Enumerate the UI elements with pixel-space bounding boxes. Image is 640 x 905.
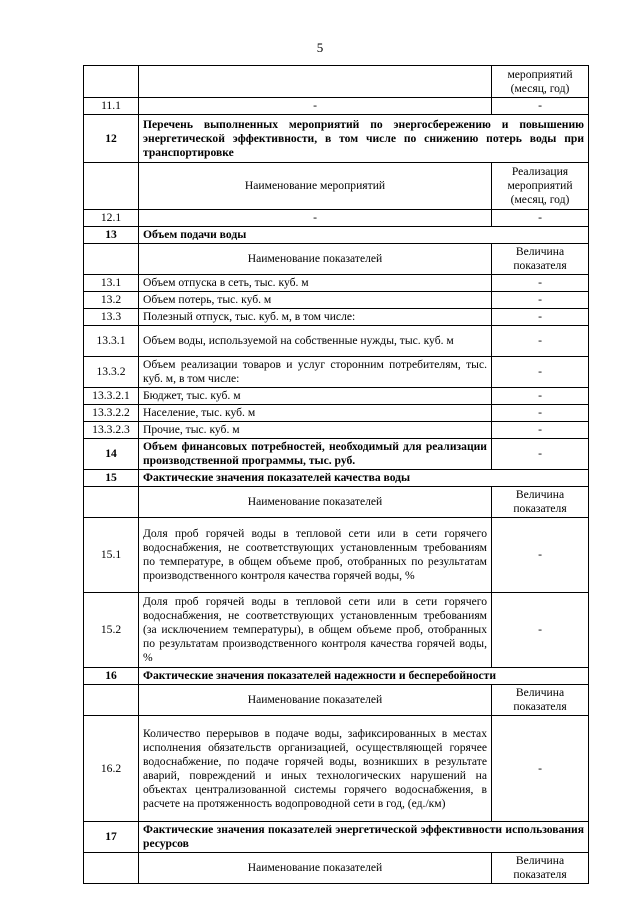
row-name-cell: Полезный отпуск, тыс. куб. м, в том числе: (139, 309, 492, 326)
section-header-row (84, 668, 589, 685)
row-value-cell: - (492, 292, 589, 309)
table-row (84, 309, 589, 326)
section-header-row (84, 470, 589, 487)
table-row (84, 292, 589, 309)
section-number-cell: 12 (84, 115, 139, 163)
table-row (84, 66, 589, 98)
row-number-cell: 13.3.2.2 (84, 405, 139, 422)
row-number-cell (84, 66, 139, 98)
column-header-value: Величина показателя (492, 685, 589, 716)
row-name-cell: - (139, 210, 492, 227)
row-number-cell: 15.1 (84, 518, 139, 593)
column-header-name: Наименование показателей (139, 487, 492, 518)
table-row (84, 593, 589, 668)
row-value-cell: - (492, 388, 589, 405)
column-header-value: Величина показателя (492, 244, 589, 275)
section-title-cell: Фактические значения показателей надежности и бесперебойности (139, 668, 589, 685)
row-value-cell: - (492, 357, 589, 388)
section-title-cell: Объем подачи воды (139, 227, 589, 244)
row-name-cell: - (139, 98, 492, 115)
row-number-cell: 16.2 (84, 716, 139, 822)
row-value-cell: - (492, 716, 589, 822)
column-header-row (84, 163, 589, 210)
section-header-row (84, 439, 589, 470)
page-number: 5 (316, 40, 324, 55)
table-row (84, 518, 589, 593)
row-value-cell: - (492, 210, 589, 227)
production-program-table (83, 65, 589, 884)
row-name-cell (139, 66, 492, 98)
row-value-cell: - (492, 326, 589, 357)
row-name-cell: Объем реализации товаров и услуг сторонним потребителям, тыс. куб. м, в том числе: (139, 357, 492, 388)
row-name-cell: Население, тыс. куб. м (139, 405, 492, 422)
row-value-cell: - (492, 593, 589, 668)
section-header-row (84, 115, 589, 163)
row-name-cell: Объем отпуска в сеть, тыс. куб. м (139, 275, 492, 292)
row-value-cell: - (492, 309, 589, 326)
table-row (84, 98, 589, 115)
column-header-value: Величина показателя (492, 487, 589, 518)
column-header-row (84, 487, 589, 518)
table-row (84, 422, 589, 439)
row-name-cell: Прочие, тыс. куб. м (139, 422, 492, 439)
row-number-cell (84, 163, 139, 210)
column-header-name: Наименование показателей (139, 685, 492, 716)
row-name-cell: Бюджет, тыс. куб. м (139, 388, 492, 405)
section-title-cell: Перечень выполненных мероприятий по энергосбережению и повышению энергетической эффективности, в том числе по снижению потерь воды при транспортировке (139, 115, 589, 163)
section-number-cell: 13 (84, 227, 139, 244)
column-header-row (84, 685, 589, 716)
row-number-cell: 13.3 (84, 309, 139, 326)
row-name-cell: Доля проб горячей воды в тепловой сети или в сети горячего водоснабжения, не соответствующих установленным требованиям (за исключением температуры), в общем объеме проб, отобранных по результатам производственного контроля качества горячей воды, % (139, 593, 492, 668)
section-title-cell: Фактические значения показателей энергетической эффективности использования ресурсов (139, 822, 589, 853)
section-number-cell: 14 (84, 439, 139, 470)
row-name-cell: Объем потерь, тыс. куб. м (139, 292, 492, 309)
row-value-cell: мероприятий (месяц, год) (492, 66, 589, 98)
section-header-row (84, 822, 589, 853)
row-number-cell: 13.1 (84, 275, 139, 292)
row-number-cell: 11.1 (84, 98, 139, 115)
section-number-cell: 15 (84, 470, 139, 487)
row-number-cell: 13.3.2.3 (84, 422, 139, 439)
row-value-cell: - (492, 518, 589, 593)
table-row (84, 326, 589, 357)
row-number-cell: 13.3.2 (84, 357, 139, 388)
row-number-cell (84, 244, 139, 275)
column-header-row (84, 853, 589, 884)
section-number-cell: 17 (84, 822, 139, 853)
section-number-cell: 16 (84, 668, 139, 685)
table-row (84, 405, 589, 422)
column-header-row (84, 244, 589, 275)
row-value-cell: - (492, 98, 589, 115)
table-row (84, 716, 589, 822)
table-row (84, 210, 589, 227)
row-number-cell (84, 487, 139, 518)
table-row (84, 275, 589, 292)
row-name-cell: Доля проб горячей воды в тепловой сети или в сети горячего водоснабжения, не соответствующих установленным требованиям по температуре, в общем объеме проб, отобранных по результатам производственного контроля качества горячей воды, % (139, 518, 492, 593)
row-number-cell: 13.2 (84, 292, 139, 309)
row-value-cell: - (492, 439, 589, 470)
row-name-cell: Объем воды, используемой на собственные нужды, тыс. куб. м (139, 326, 492, 357)
section-title-cell: Объем финансовых потребностей, необходимый для реализации производственной программы, тыс. руб. (139, 439, 492, 470)
row-value-cell: - (492, 275, 589, 292)
row-name-cell: Количество перерывов в подаче воды, зафиксированных в местах исполнения обязательств организацией, осуществляющей горячее водоснабжение, по подаче горячей воды, возникших в результате аварий, повреждений и иных технологических нарушений на объектах централизованной системы горячего водоснабжения, в расчете на протяженность водопроводной сети в год, (ед./км) (139, 716, 492, 822)
row-number-cell: 15.2 (84, 593, 139, 668)
row-value-cell: - (492, 405, 589, 422)
table-row (84, 357, 589, 388)
table-row (84, 388, 589, 405)
column-header-value: Величина показателя (492, 853, 589, 884)
row-number-cell (84, 685, 139, 716)
column-header-name: Наименование мероприятий (139, 163, 492, 210)
row-number-cell: 12.1 (84, 210, 139, 227)
row-value-cell: - (492, 422, 589, 439)
row-number-cell: 13.3.2.1 (84, 388, 139, 405)
section-title-cell: Фактические значения показателей качества воды (139, 470, 589, 487)
column-header-value: Реализация мероприятий (месяц, год) (492, 163, 589, 210)
row-number-cell: 13.3.1 (84, 326, 139, 357)
column-header-name: Наименование показателей (139, 244, 492, 275)
section-header-row (84, 227, 589, 244)
row-number-cell (84, 853, 139, 884)
column-header-name: Наименование показателей (139, 853, 492, 884)
